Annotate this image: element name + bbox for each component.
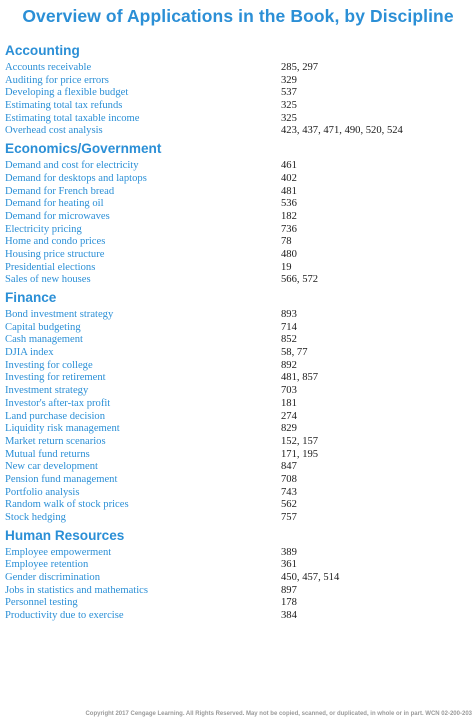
- application-name: Demand for microwaves: [5, 210, 110, 222]
- application-entry: [5, 512, 471, 525]
- page-numbers: 450, 457, 514: [281, 572, 340, 584]
- application-name: Jobs in statistics and mathematics: [5, 584, 148, 596]
- page-numbers: 325: [281, 112, 297, 124]
- application-entry: [5, 610, 471, 623]
- application-name: Land purchase decision: [5, 410, 106, 422]
- application-name: Housing price structure: [5, 248, 105, 260]
- page-numbers: 19: [281, 261, 292, 273]
- page-numbers: 480: [281, 248, 297, 260]
- page-numbers: 329: [281, 74, 297, 86]
- page-numbers: 285, 297: [281, 62, 319, 73]
- application-entry: [5, 347, 471, 360]
- page-numbers: 58, 77: [281, 347, 308, 359]
- page-numbers: 736: [281, 223, 297, 235]
- page-numbers: 402: [281, 172, 297, 184]
- section-heading: Accounting: [5, 43, 80, 58]
- application-entry: [5, 360, 471, 373]
- application-name: Presidential elections: [5, 261, 96, 273]
- application-entry: [5, 309, 471, 322]
- page-numbers: 892: [281, 359, 297, 371]
- page-numbers: 847: [281, 461, 297, 473]
- section-heading: Human Resources: [5, 527, 125, 543]
- application-entry: [5, 398, 471, 411]
- application-entry: [5, 322, 471, 335]
- application-entry: [5, 160, 471, 173]
- page-numbers: 481: [281, 185, 297, 197]
- application-entry: [5, 436, 471, 449]
- application-entry: [5, 585, 471, 598]
- application-name: Stock hedging: [5, 512, 66, 523]
- application-entry: [5, 186, 471, 199]
- application-name: Cash management: [5, 334, 83, 346]
- application-name: Demand for heating oil: [5, 198, 104, 210]
- page-numbers: 152, 157: [281, 435, 319, 447]
- application-name: Liquidity risk management: [5, 423, 120, 435]
- application-name: Electricity pricing: [5, 223, 82, 235]
- application-name: Accounts receivable: [5, 62, 92, 73]
- page-numbers: 893: [281, 309, 297, 320]
- application-name: Employee retention: [5, 559, 89, 571]
- application-name: Gender discrimination: [5, 572, 101, 584]
- page-numbers: 757: [281, 512, 297, 523]
- page-numbers: 171, 195: [281, 448, 319, 460]
- application-name: Demand for French bread: [5, 185, 115, 197]
- application-entry: [5, 385, 471, 398]
- application-name: Estimating total taxable income: [5, 112, 140, 124]
- page-numbers: 829: [281, 423, 297, 435]
- application-name: Investment strategy: [5, 385, 89, 397]
- application-entry: [5, 372, 471, 385]
- application-entry: [5, 334, 471, 347]
- copyright-footer: Copyright 2017 Cengage Learning. All Rights Reserved. May not be copied, scanned, or duplicated, in whole or in part. WCN 02-200-203: [85, 711, 472, 717]
- application-name: Personnel testing: [5, 597, 78, 609]
- application-entry: [5, 173, 471, 186]
- page-numbers: 897: [281, 584, 297, 596]
- application-name: Pension fund management: [5, 473, 118, 485]
- applications-index: [5, 40, 471, 623]
- application-entry: [5, 75, 471, 88]
- application-entry: [5, 236, 471, 249]
- section-heading: Economics/Government: [5, 141, 162, 157]
- application-name: Employee empowerment: [5, 546, 112, 558]
- page-numbers: 181: [281, 397, 297, 409]
- application-entry: [5, 499, 471, 512]
- application-name: Home and condo prices: [5, 236, 106, 248]
- application-name: Investor's after-tax profit: [5, 397, 111, 409]
- page-numbers: 274: [281, 410, 297, 422]
- application-entry: [5, 423, 471, 436]
- application-entry: [5, 597, 471, 610]
- page-numbers: 536: [281, 198, 297, 210]
- page-numbers: 714: [281, 321, 297, 333]
- application-name: Developing a flexible budget: [5, 87, 129, 99]
- page-numbers: 78: [281, 236, 292, 248]
- application-name: Estimating total tax refunds: [5, 100, 123, 112]
- application-entry: [5, 224, 471, 237]
- page-numbers: 325: [281, 100, 297, 112]
- section-finance: [5, 287, 471, 525]
- application-name: Investing for college: [5, 359, 93, 371]
- application-name: Capital budgeting: [5, 321, 81, 333]
- application-entry: [5, 100, 471, 113]
- section-accounting: [5, 40, 471, 138]
- page-numbers: 361: [281, 559, 297, 571]
- application-entry: [5, 461, 471, 474]
- application-name: Mutual fund returns: [5, 448, 90, 460]
- page-numbers: 389: [281, 546, 297, 558]
- application-name: Market return scenarios: [5, 435, 106, 447]
- application-entry: [5, 487, 471, 500]
- application-entry: [5, 87, 471, 100]
- application-name: New car development: [5, 461, 98, 473]
- page-numbers: 178: [281, 597, 297, 609]
- application-entry: [5, 249, 471, 262]
- application-name: Random walk of stock prices: [5, 499, 129, 511]
- application-name: Auditing for price errors: [5, 74, 109, 86]
- page-numbers: 703: [281, 385, 297, 397]
- section-human-resources: [5, 525, 471, 623]
- page-numbers: 461: [281, 160, 297, 172]
- application-entry: [5, 474, 471, 487]
- application-name: Bond investment strategy: [5, 309, 114, 320]
- application-entry: [5, 547, 471, 560]
- application-entry: [5, 572, 471, 585]
- application-entry: [5, 125, 471, 138]
- application-name: Demand for desktops and laptops: [5, 172, 147, 184]
- application-name: Demand and cost for electricity: [5, 160, 139, 172]
- section-economics-government: [5, 138, 471, 287]
- section-heading: Finance: [5, 290, 57, 305]
- application-name: DJIA index: [5, 347, 54, 359]
- application-entry: [5, 449, 471, 462]
- page-numbers: 743: [281, 486, 297, 498]
- application-entry: [5, 559, 471, 572]
- application-entry: [5, 62, 471, 75]
- page-numbers: 562: [281, 499, 297, 511]
- application-name: Sales of new houses: [5, 274, 91, 286]
- page-numbers: 566, 572: [281, 274, 319, 286]
- application-entry: [5, 411, 471, 424]
- application-entry: [5, 274, 471, 287]
- page-numbers: 708: [281, 473, 297, 485]
- page-numbers: 423, 437, 471, 490, 520, 524: [281, 125, 403, 137]
- application-name: Portfolio analysis: [5, 486, 80, 498]
- page-title: Overview of Applications in the Book, by Discipline: [22, 6, 454, 26]
- application-entry: [5, 113, 471, 126]
- application-name: Investing for retirement: [5, 372, 106, 384]
- application-entry: [5, 211, 471, 224]
- application-name: Productivity due to exercise: [5, 610, 124, 622]
- page-numbers: 384: [281, 610, 297, 622]
- application-entry: [5, 198, 471, 211]
- page-numbers: 852: [281, 334, 297, 346]
- application-name: Overhead cost analysis: [5, 125, 103, 137]
- page-numbers: 182: [281, 210, 297, 222]
- application-entry: [5, 262, 471, 275]
- page-numbers: 481, 857: [281, 372, 319, 384]
- page-numbers: 537: [281, 87, 297, 99]
